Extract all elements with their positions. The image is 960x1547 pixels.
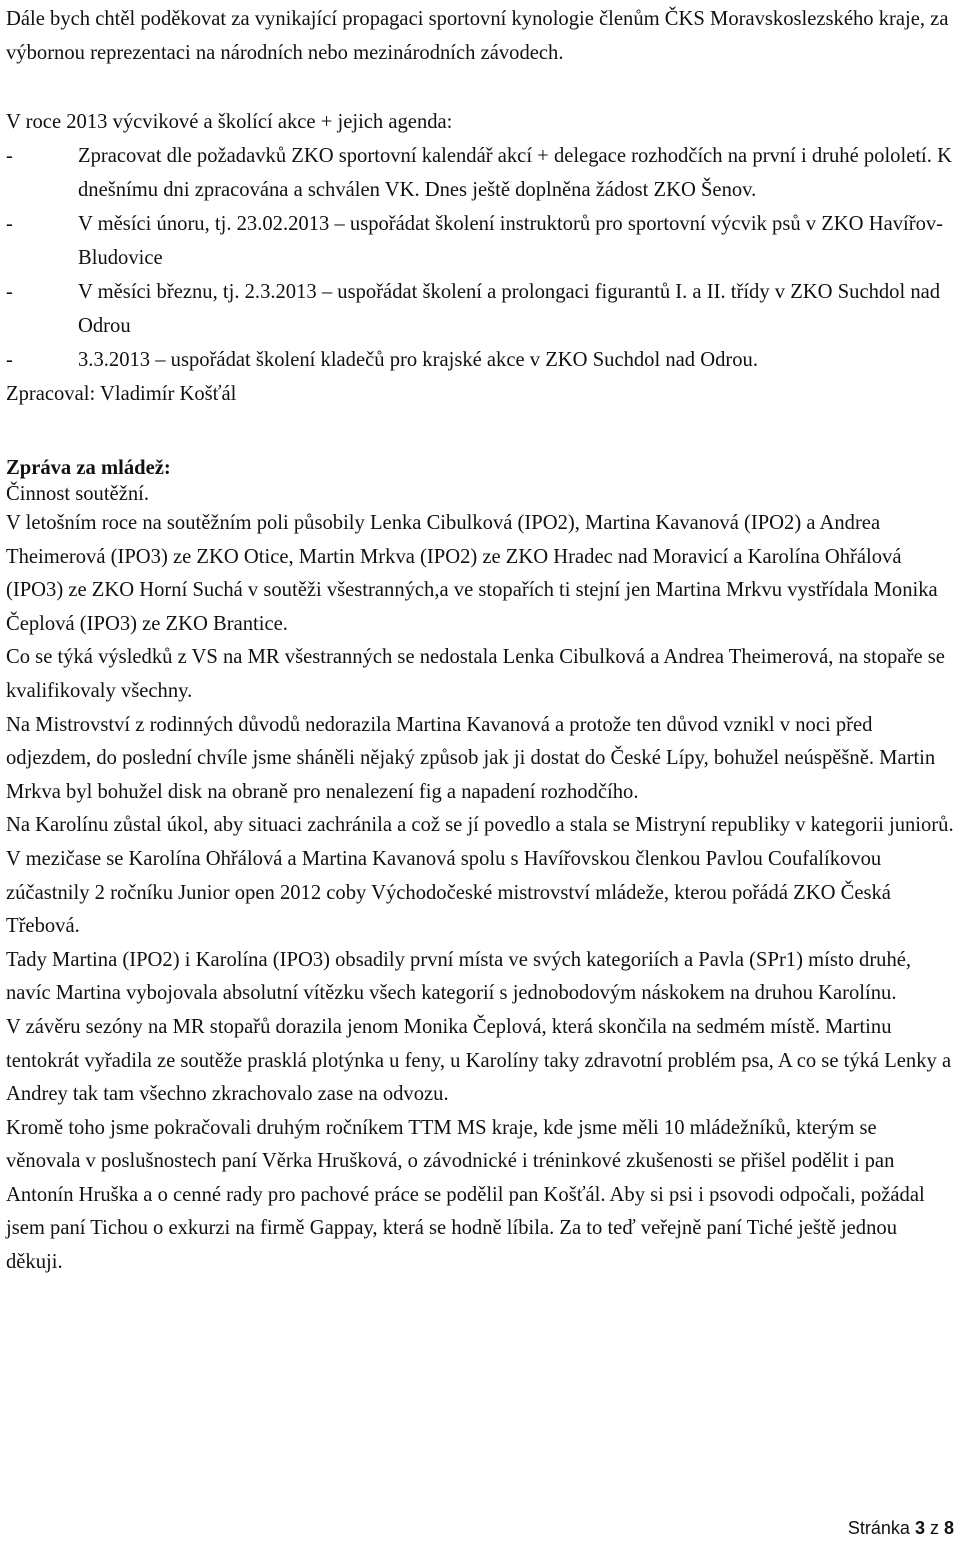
bullet-dash: - [6,281,13,303]
section-subheading: Činnost soutěžní. [6,483,150,505]
intro-paragraph: Dále bych chtěl poděkovat za vynikající propagaci sportovní kynologie členům ČKS Moravskoslezského kraje, za výbornou reprezentaci na národních nebo mezinárodních závodech. [6,8,949,64]
bullet-dash: - [6,213,13,235]
section-heading: Zpráva za mládež: [6,457,171,479]
plan-lead: V roce 2013 výcvikové a školící akce + jejich agenda: [6,111,453,133]
page-label: Stránka [847,1518,910,1538]
report-paragraph: Na Mistrovství z rodinných důvodů nedorazila Martina Kavanová a protože ten důvod vznikl v noci před odjezdem, do poslední chvíle jsme sháněli nějaký způsob jak ji dostat do České Lípy, bohužel neúspěšně. Martin Mrkva byl bohužel disk na obraně pro nenalezení fig a napadení rozhodčího. [6,713,936,803]
list-item-text: Zpracovat dle požadavků ZKO sportovní kalendář akcí + delegace rozhodčích na první i druhé pololetí. K dnešnímu dni zpracována a schválen VK. Dnes ještě doplněna žádost ZKO Šenov. [78,145,952,201]
list-item [6,139,954,207]
current-page: 3 [914,1518,925,1538]
youth-report [6,507,954,1280]
report-paragraph: V letošním roce na soutěžním poli působily Lenka Cibulková (IPO2), Martina Kavanová (IPO2) a Andrea Theimerová (IPO3) ze ZKO Otice, Martin Mrkva (IPO2) ze ZKO Hradec nad Moravicí a Karolína Ohřálová (IPO3) ze ZKO Horní Suchá v soutěži všestranných,a ve stopařích ti stejní jen Martina Mrkvu vystřídala Monika Čeplová (IPO3) ze ZKO Brantice. [6,512,938,635]
page-number [848,1518,954,1539]
report-paragraph: Tady Martina (IPO2) i Karolína (IPO3) obsadily první místa ve svých kategoriích a Pavla (SPr1) místo druhé, navíc Martina vybojovala absolutní vítězku všech kategorií s jednobodovým náskokem na druhou Karolínu. [6,948,912,1005]
list-item [6,343,954,377]
list-item [6,207,954,275]
list-item-text: 3.3.2013 – uspořádat školení kladečů pro krajské akce v ZKO Suchdol nad Odrou. [78,349,759,371]
plan-list [6,139,954,377]
page-of: z [929,1518,939,1538]
list-item-text: V měsíci únoru, tj. 23.02.2013 – uspořádat školení instruktorů pro sportovní výcvik psů v ZKO Havířov-Bludovice [78,213,944,269]
report-paragraph: Na Karolínu zůstal úkol, aby situaci zachránila a což se jí povedlo a stala se Mistryní republiky v kategorii juniorů. [6,814,954,837]
list-item-text: V měsíci březnu, tj. 2.3.2013 – uspořádat školení a prolongaci figurantů I. a II. třídy v ZKO Suchdol nad Odrou [78,281,941,337]
report-paragraph: V mezičase se Karolína Ohřálová a Martina Kavanová spolu s Havířovskou členkou Pavlou Coufalíkovou zúčastnily 2 ročníku Junior open 2012 coby Východočeské mistrovství mládeže, kterou pořádá ZKO Česká Třebová. [6,847,891,938]
list-item [6,275,954,343]
plan-author: Zpracoval: Vladimír Košťál [6,383,237,405]
total-pages: 8 [943,1518,954,1538]
bullet-dash: - [6,349,13,371]
report-paragraph: Co se týká výsledků z VS na MR všestranných se nedostala Lenka Cibulková a Andrea Theimerová, na stopaře se kvalifikovaly všechny. [6,646,945,702]
report-paragraph: Kromě toho jsme pokračovali druhým ročníkem TTM MS kraje, kde jsme měli 10 mládežníků, kterým se věnovala v poslušnostech paní Věrka Hrušková, o závodnické i tréninkové zkušenosti se přišel podělit i pan Antonín Hruška a o cenné rady pro pachové práce se podělil pan Košťál. Aby si psi i psovodi odpočali, požádal jsem paní Tichou o exkurzi na firmě Gappay, která se hodně líbila. Za to teď veřejně paní Tiché ještě jednou děkuji. [6,1116,925,1274]
document-page [6,0,954,1280]
report-paragraph: V závěru sezóny na MR stopařů dorazila jenom Monika Čeplová, která skončila na sedmém místě. Martinu tentokrát vyřadila ze soutěže prasklá plotýnka u feny, u Karolíny taky zdravotní problém psa, A co se týká Lenky a Andrey tak tam všechno zkrachovalo zase na odvozu. [6,1015,952,1106]
bullet-dash: - [6,145,13,167]
